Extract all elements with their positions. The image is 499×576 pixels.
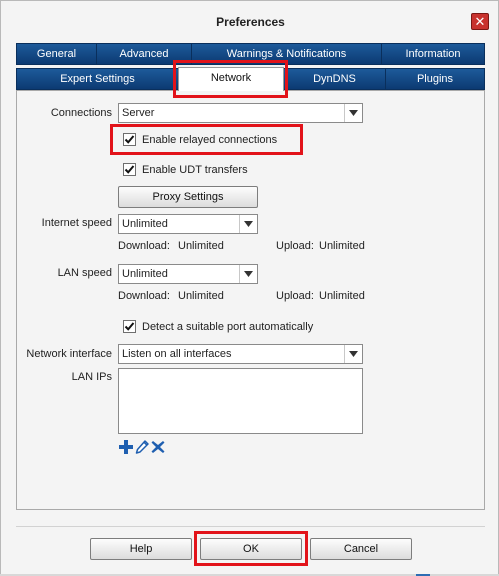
- checkbox-checked-icon: [123, 133, 136, 146]
- lan-upload-label: Upload:: [276, 290, 314, 302]
- network-settings-panel: [16, 90, 485, 510]
- lan-upload-value: Unlimited: [319, 290, 365, 302]
- chevron-down-icon: [344, 104, 362, 122]
- checkbox-checked-icon: [123, 320, 136, 333]
- proxy-settings-button[interactable]: Proxy Settings: [118, 186, 258, 208]
- tab-information[interactable]: Information: [381, 43, 485, 65]
- chevron-down-icon: [344, 345, 362, 363]
- network-interface-select[interactable]: [118, 344, 363, 364]
- internet-speed-select[interactable]: [118, 214, 258, 234]
- lan-speed-select[interactable]: [118, 264, 258, 284]
- internet-download-label: Download:: [118, 240, 170, 252]
- internet-download-value: Unlimited: [178, 240, 224, 252]
- internet-upload-value: Unlimited: [319, 240, 365, 252]
- close-button[interactable]: [471, 13, 489, 30]
- tab-advanced[interactable]: Advanced: [96, 43, 192, 65]
- checkbox-checked-icon: [123, 163, 136, 176]
- add-icon[interactable]: [119, 440, 133, 454]
- network-interface-label: Network interface: [26, 348, 112, 360]
- tab-network[interactable]: Network: [178, 67, 284, 91]
- lan-ips-label: LAN IPs: [71, 371, 112, 383]
- edit-icon[interactable]: [135, 440, 149, 454]
- tab-dyndns[interactable]: DynDNS: [283, 68, 386, 90]
- lan-download-label: Download:: [118, 290, 170, 302]
- chevron-down-icon: [239, 215, 257, 233]
- footer-separator: [16, 526, 485, 527]
- connections-select[interactable]: [118, 103, 363, 123]
- lan-ips-list[interactable]: [118, 368, 363, 434]
- lan-speed-label: LAN speed: [57, 267, 112, 279]
- tab-plugins[interactable]: Plugins: [385, 68, 485, 90]
- ok-button[interactable]: OK: [200, 538, 302, 560]
- enable-udt-checkbox[interactable]: [123, 163, 248, 176]
- delete-icon[interactable]: [151, 440, 165, 454]
- help-button[interactable]: Help: [90, 538, 192, 560]
- close-icon: ✕: [474, 14, 486, 29]
- detect-port-label: Detect a suitable port automatically: [142, 320, 314, 333]
- connections-label: Connections: [50, 107, 112, 119]
- detect-port-checkbox[interactable]: [123, 320, 313, 333]
- tab-warnings-notifications[interactable]: Warnings & Notifications: [191, 43, 382, 65]
- internet-speed-label: Internet speed: [41, 217, 112, 229]
- tab-general[interactable]: General: [16, 43, 97, 65]
- chevron-down-icon: [239, 265, 257, 283]
- enable-relayed-label: Enable relayed connections: [142, 133, 278, 146]
- internet-speed-value: Unlimited: [122, 218, 168, 230]
- tab-expert-settings[interactable]: Expert Settings: [16, 68, 179, 90]
- dialog-title: Preferences: [216, 15, 285, 29]
- internet-upload-label: Upload:: [276, 240, 314, 252]
- network-interface-value: Listen on all interfaces: [122, 348, 232, 360]
- cancel-button[interactable]: Cancel: [310, 538, 412, 560]
- lan-download-value: Unlimited: [178, 290, 224, 302]
- enable-relayed-checkbox[interactable]: [123, 133, 277, 146]
- enable-udt-label: Enable UDT transfers: [142, 163, 248, 176]
- connections-value: Server: [122, 107, 155, 119]
- lan-speed-value: Unlimited: [122, 268, 168, 280]
